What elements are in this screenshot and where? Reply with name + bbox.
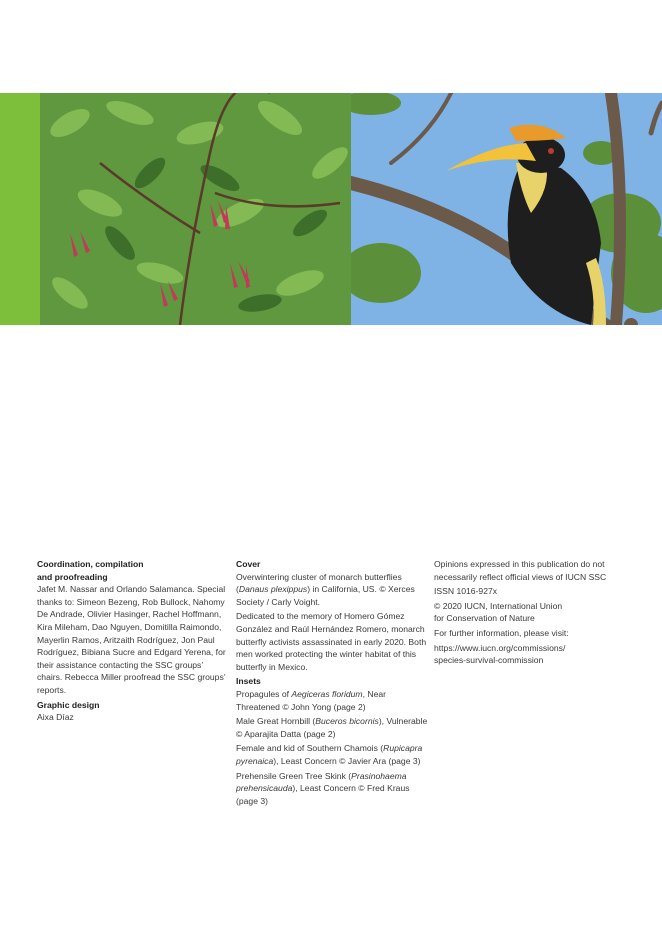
great-hornbill-photo	[351, 93, 662, 325]
coordination-column	[37, 558, 227, 726]
issn: ISSN 1016-927x	[434, 586, 498, 597]
inset-item: Propagules of Aegiceras floridum, Near Threatened © John Yong (page 2)	[236, 688, 386, 712]
legal-column	[434, 558, 624, 669]
coordination-heading	[37, 558, 227, 583]
coordination-heading-line2: and proofreading	[37, 571, 108, 582]
green-accent-bar	[0, 93, 40, 325]
cover-column	[236, 558, 428, 809]
cover-heading: Cover	[236, 559, 261, 569]
cover-caption: Overwintering cluster of monarch butterflies (Danaus plexippus) in California, US. © Xerces Society / Carly Voight.	[236, 571, 415, 607]
iucn-link[interactable]: https://www.iucn.org/commissions/ species-survival-commission	[434, 642, 566, 666]
cover-species: Danaus plexippus	[238, 584, 308, 595]
inset-item: Female and kid of Southern Chamois (Rupicapra pyrenaica), Least Concern © Javier Ara (page 3)	[236, 743, 423, 766]
graphic-design-name: Aixa Díaz	[37, 712, 74, 723]
more-info-label: For further information, please visit:	[434, 627, 569, 638]
cover-dedication: Dedicated to the memory of Homero Gómez González and Raúl Hernández Romero, monarch butterfly activists assassinated in early 2020. Both men worked protecting the winter habitat of this butterfly in Mexico.	[236, 611, 427, 672]
opinions-disclaimer: Opinions expressed in this publication do not necessarily reflect official views of IUCN SSC	[434, 559, 607, 582]
coordination-text: Jafet M. Nassar and Orlando Salamanca. Special thanks to: Simeon Bezeng, Rob Bullock, Nahomy De Andrade, Olivier Hasinger, Rachel Hoffmann, Kira Mileham, Dao Nguyen, Domitilla Raimondo, Mayerlin Ramos, Aritzaith Rodríguez, Jon Paul Rodríguez, Bibiana Sucre and Edgard Yerena, for their assistance contacting the SSC groups’ chairs. Rebecca Miller proofread the SSC groups’ reports.	[37, 584, 226, 695]
copyright: © 2020 IUCN, International Union for Conservation of Nature	[434, 600, 563, 624]
graphic-design-heading: Graphic design	[37, 699, 100, 710]
inset-item: Male Great Hornbill (Buceros bicornis), Vulnerable © Aparajita Datta (page 2)	[236, 716, 428, 739]
coordination-heading-line1: Coordination, compilation	[37, 559, 144, 569]
mangrove-flowers-photo	[40, 93, 351, 325]
insets-heading: Insets	[236, 676, 261, 687]
inset-item: Prehensile Green Tree Skink (Prasinohaema prehensicauda), Least Concern © Fred Kraus (page 3)	[236, 770, 410, 806]
